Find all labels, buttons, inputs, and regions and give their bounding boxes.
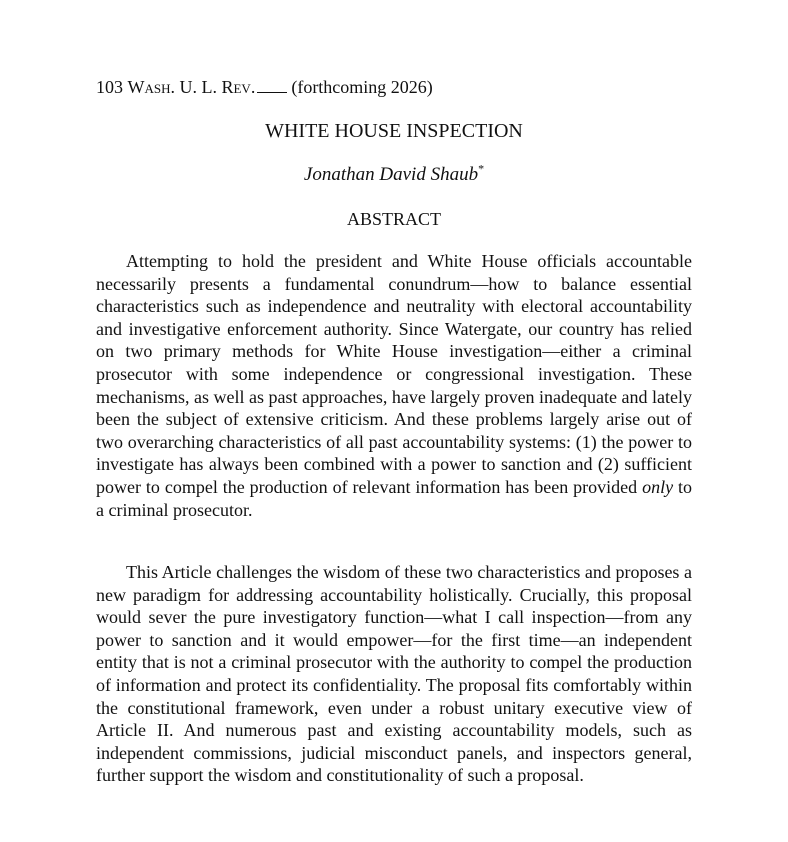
publication-status: (forthcoming 2026) [291, 77, 433, 97]
author-footnote-marker: * [478, 161, 485, 176]
volume-number: 103 [96, 77, 123, 97]
abstract-paragraph-1 [96, 250, 692, 521]
emphasis-only: only [642, 476, 674, 497]
paragraph-1-text: Attempting to hold the president and White House officials accountable necessarily presents a fundamental conundrum—how to balance essential characteristics such as independence and neutrality with electoral accountability and investigative enforcement authority. Since Watergate, our country has relied on two primary methods for White House investigation—either a criminal prosecutor with some independence or congressional investigation. These mechanisms, as well as past approaches, have largely proven inadequate and lately been the subject of extensive criticism. And these problems largely arise out of two overarching characteristics of all past accountability systems: (1) the power to investigate has always been combined with a power to sanction and (2) sufficient power to compel the production of relevant information has been provided [96, 251, 692, 497]
author-name: Jonathan David Shaub [303, 164, 479, 185]
abstract-paragraph-2 [96, 561, 692, 787]
journal-name: Wash. U. L. Rev. [127, 77, 256, 97]
article-title: WHITE HOUSE INSPECTION [265, 120, 523, 142]
paragraph-2-text: This Article challenges the wisdom of these two characteristics and proposes a new paradigm for addressing accountability holistically. Crucially, this proposal would sever the pure investigatory function—what I call inspection—from any power to sanction and it would empower—for the first time—an independent entity that is not a criminal prosecutor with the authority to compel the production of information and protect its confidentiality. The proposal fits comfortably within the constitutional framework, even under a robust unitary executive view of Article II. And numerous past and existing accountability models, such as independent commissions, judicial misconduct panels, and inspectors general, further support the wisdom and constitutionality of such a proposal. [96, 562, 692, 786]
citation-header [96, 76, 433, 98]
paragraph-1-ending: to a criminal prosecutor. [96, 476, 692, 520]
page-blank [257, 78, 287, 93]
abstract-heading: ABSTRACT [346, 209, 442, 229]
author-line [0, 163, 788, 187]
paragraph-text [96, 250, 692, 521]
